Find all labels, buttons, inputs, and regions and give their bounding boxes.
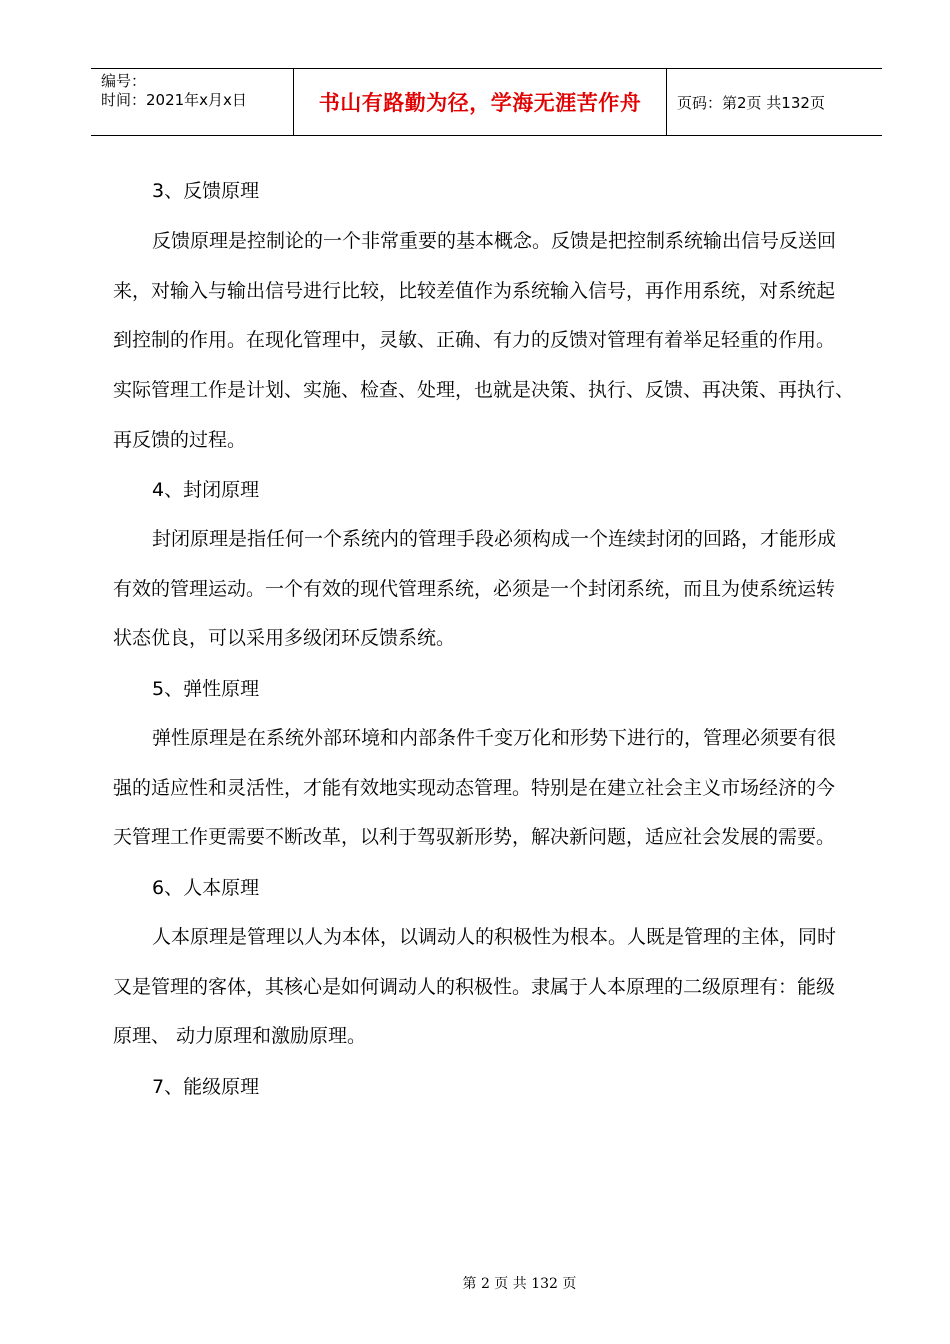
paragraph-line: 天管理工作更需要不断改革，以利于驾驭新形势，解决新问题，适应社会发展的需要。: [113, 826, 836, 849]
header-motto: 书山有路勤为径，学海无涯苦作舟: [318, 90, 642, 115]
paragraph-line: 原理、 动力原理和激励原理。: [113, 1025, 367, 1048]
header-meta: [91, 69, 293, 135]
section-heading: 7、能级原理: [152, 1076, 260, 1098]
section-paragraph: [113, 515, 853, 664]
document-time-label: 时间：2021年x月x日: [101, 91, 247, 109]
paragraph-line: 来，对输入与输出信号进行比较，比较差值作为系统输入信号，再作用系统，对系统起: [113, 279, 836, 302]
paragraph-line: 强的适应性和灵活性，才能有效地实现动态管理。特别是在建立社会主义市场经济的今: [113, 776, 836, 799]
section-heading: 5、弹性原理: [152, 678, 260, 700]
header-page-info: 页码：第2页 共132页: [677, 93, 825, 112]
paragraph-line: 弹性原理是在系统外部环境和内部条件千变万化和形势下进行的，管理必须要有很: [152, 727, 837, 749]
section-heading: 4、封闭原理: [152, 479, 260, 501]
paragraph-line: 封闭原理是指任何一个系统内的管理手段必须构成一个连续封闭的回路，才能形成: [152, 528, 837, 550]
section-paragraph: [113, 913, 853, 1062]
paragraph-line: 反馈原理是控制论的一个非常重要的基本概念。反馈是把控制系统输出信号反送回: [152, 230, 837, 252]
footer-page-number: 第 2 页 共 132 页: [462, 1276, 577, 1292]
paragraph-line: 实际管理工作是计划、实施、检查、处理，也就是决策、执行、反馈、再决策、再执行、: [113, 379, 855, 402]
paragraph-line: 有效的管理运动。一个有效的现代管理系统，必须是一个封闭系统，而且为使系统运转: [113, 577, 836, 600]
section-heading: 3、反馈原理: [152, 180, 260, 202]
paragraph-line: 到控制的作用。在现化管理中，灵敏、正确、有力的反馈对管理有着举足轻重的作用。: [113, 329, 836, 352]
document-number-label: 编号：: [101, 72, 147, 90]
paragraph-line: 再反馈的过程。: [113, 428, 247, 451]
paragraph-line: 人本原理是管理以人为本体，以调动人的积极性为根本。人既是管理的主体，同时: [152, 926, 837, 948]
paragraph-line: 又是管理的客体，其核心是如何调动人的积极性。隶属于人本原理的二级原理有：能级: [113, 975, 836, 998]
paragraph-line: 状态优良，可以采用多级闭环反馈系统。: [113, 627, 456, 650]
document-header: [91, 68, 882, 136]
section-heading: 6、人本原理: [152, 877, 260, 899]
section-paragraph: [113, 714, 853, 863]
header-motto-cell: [293, 69, 667, 135]
header-page-cell: [667, 69, 882, 135]
section-paragraph: [113, 217, 853, 465]
page-footer: [0, 1257, 950, 1293]
